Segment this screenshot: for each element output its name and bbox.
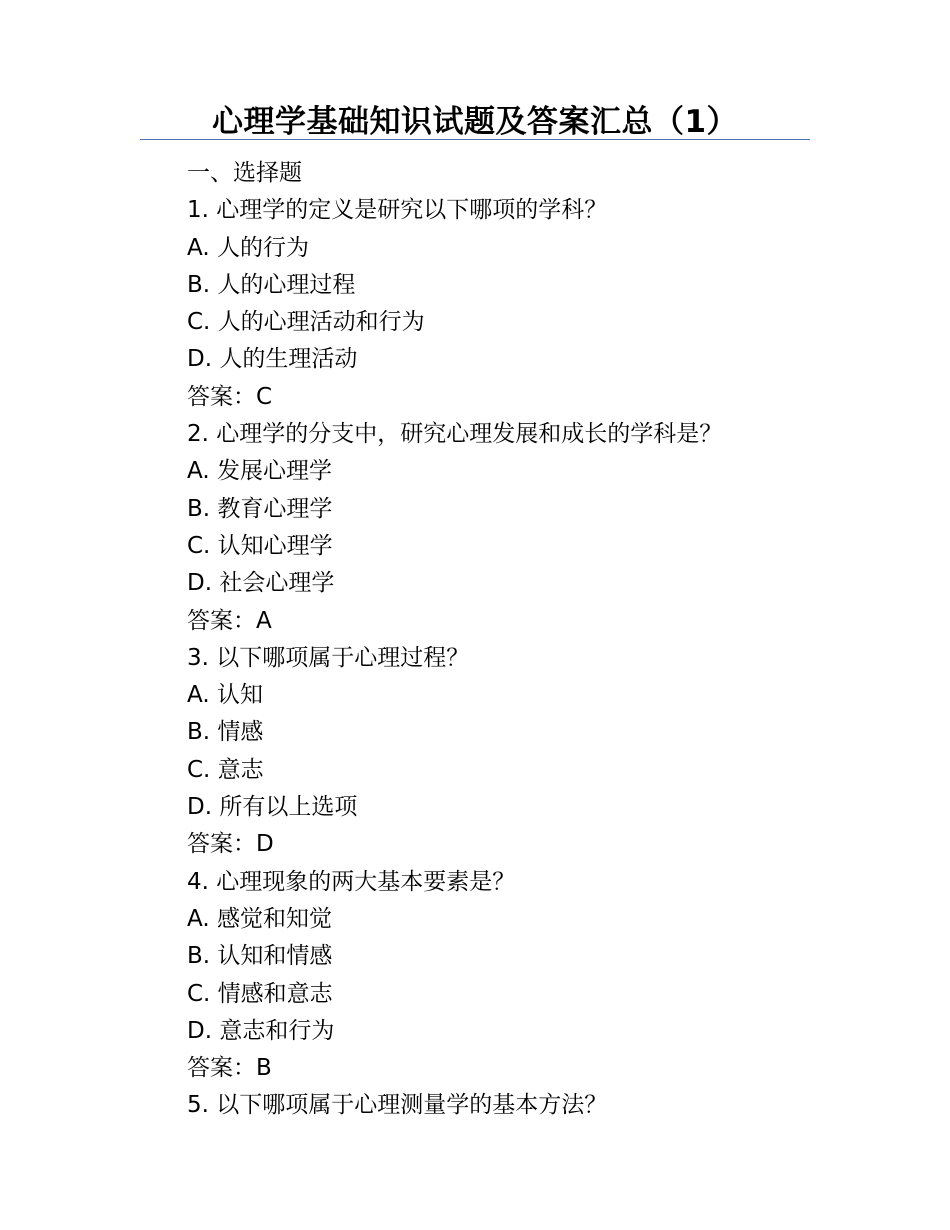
question-text: 3. 以下哪项属于心理过程？ [187, 644, 470, 671]
question-text: 4. 心理现象的两大基本要素是？ [187, 868, 516, 895]
answer-text: 答案：A [187, 607, 272, 634]
option-text: A. 认知 [187, 682, 263, 709]
title-underline [140, 139, 810, 140]
option-text: A. 发展心理学 [187, 458, 332, 485]
document-title: 心理学基础知识试题及答案汇总（1） [211, 104, 739, 140]
option-text: B. 认知和情感 [187, 943, 333, 970]
section-heading: 一、选择题 [187, 160, 302, 186]
option-text: D. 意志和行为 [187, 1017, 335, 1044]
answer-text: 答案：D [187, 831, 274, 858]
option-text: C. 情感和意志 [187, 980, 333, 1007]
option-text: D. 所有以上选项 [187, 794, 358, 821]
answer-text: 答案：C [187, 383, 273, 410]
option-text: B. 人的心理过程 [187, 271, 356, 298]
option-text: C. 认知心理学 [187, 532, 333, 559]
option-text: D. 社会心理学 [187, 570, 335, 597]
option-text: C. 人的心理活动和行为 [187, 309, 425, 336]
question-text: 2. 心理学的分支中，研究心理发展和成长的学科是？ [187, 421, 723, 448]
option-text: A. 人的行为 [187, 234, 309, 261]
option-text: C. 意志 [187, 756, 264, 783]
document-body [187, 155, 827, 1125]
option-text: B. 情感 [187, 719, 264, 746]
question-text: 1. 心理学的定义是研究以下哪项的学科？ [187, 197, 608, 224]
option-text: B. 教育心理学 [187, 495, 333, 522]
answer-text: 答案：B [187, 1055, 272, 1082]
option-text: D. 人的生理活动 [187, 346, 358, 373]
question-text: 5. 以下哪项属于心理测量学的基本方法？ [187, 1092, 608, 1119]
option-text: A. 感觉和知觉 [187, 905, 332, 932]
